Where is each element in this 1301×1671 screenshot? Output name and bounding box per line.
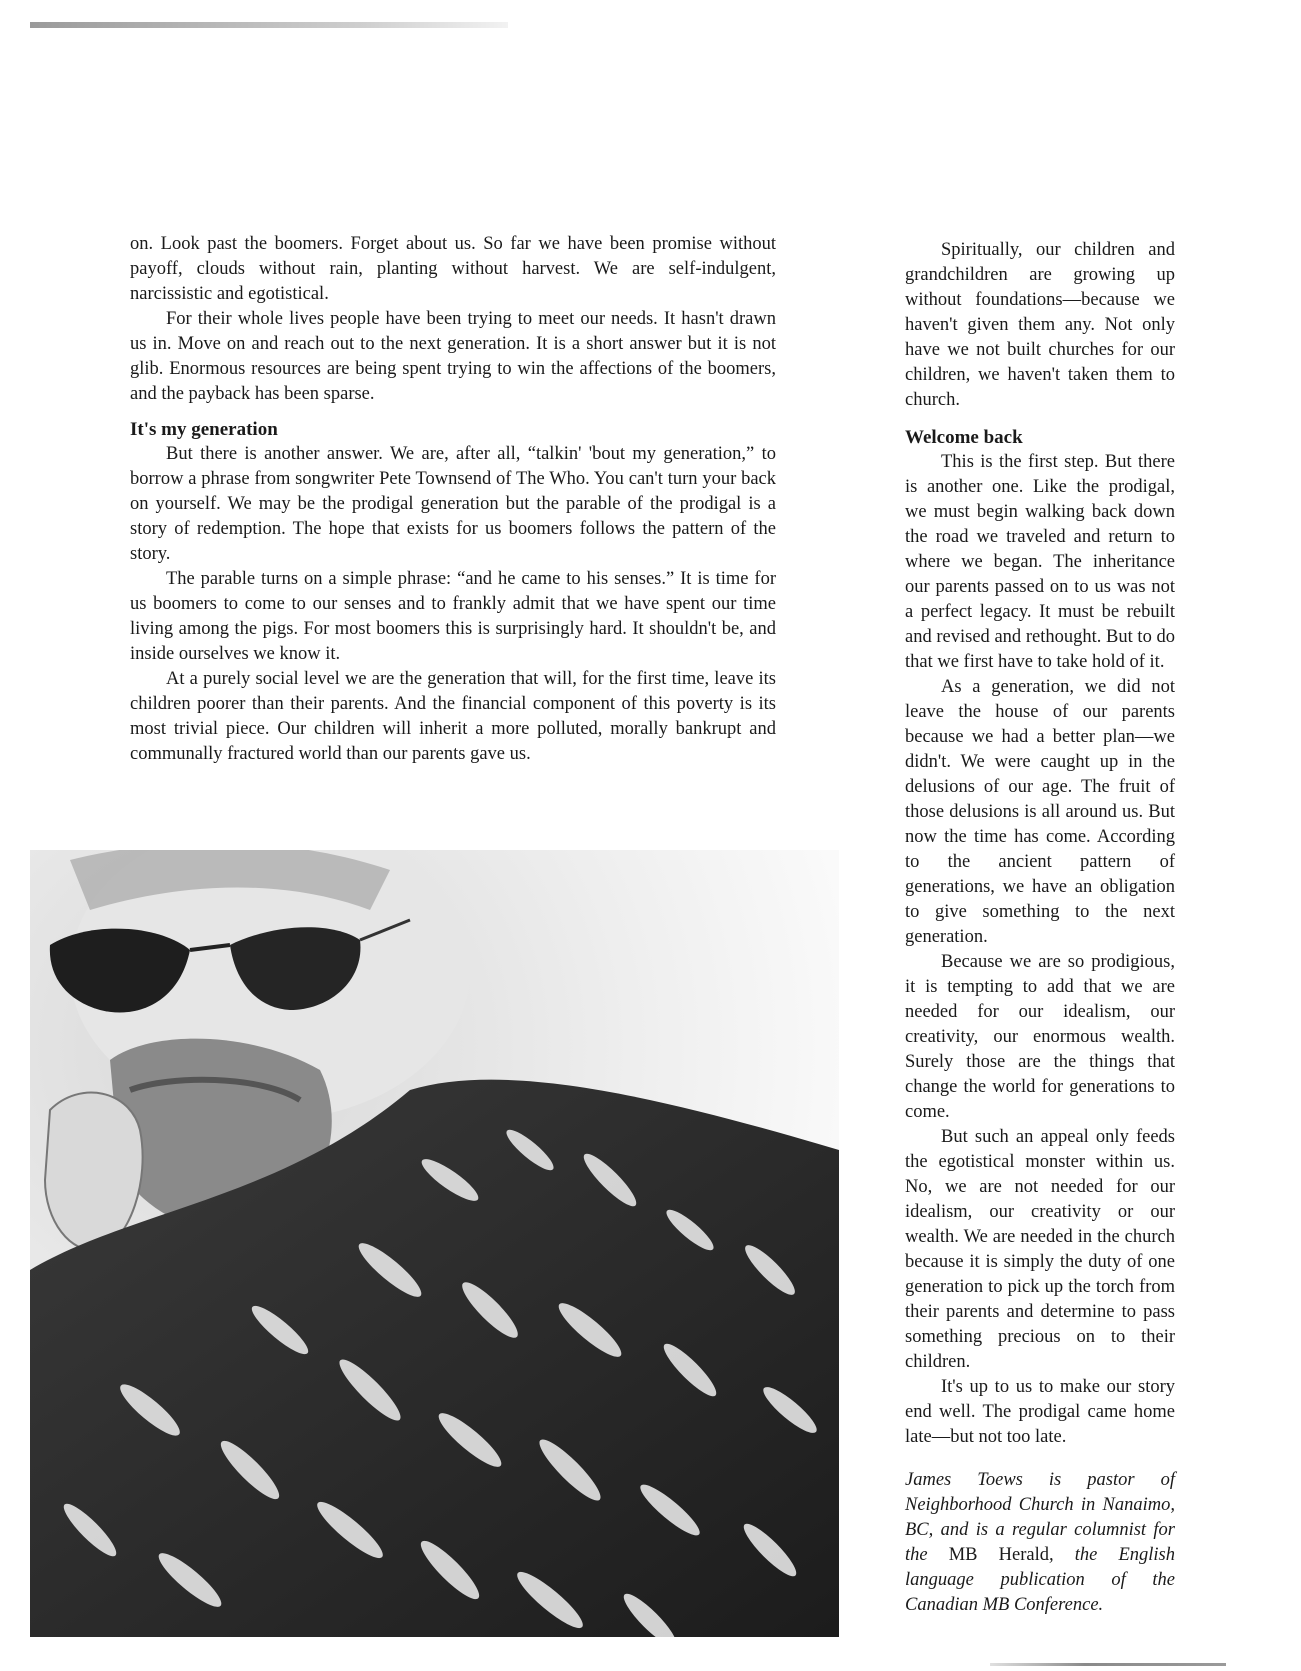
article-column-right bbox=[905, 238, 1175, 1618]
paragraph: As a generation, we did not leave the house of our parents because we had a better plan—we didn't. We were caught up in the delusions of our age. The fruit of those delusions is all around us. But now the time has come. According to the ancient pattern of generations, we have an obligation to give something to the next generation. bbox=[905, 677, 1175, 947]
paragraph: This is the first step. But there is another one. Like the prodigal, we must begin walking back down the road we traveled and return to where we began. The inheritance our parents passed on to us was not a perfect legacy. It must be rebuilt and revised and rethought. But to do that we first have to take hold of it. bbox=[905, 452, 1175, 672]
paragraph: Because we are so prodigious, it is tempting to add that we are needed for our idealism, our creativity, our enormous wealth. Surely those are the things that change the world for generations to come. bbox=[905, 952, 1175, 1122]
scan-edge-top bbox=[30, 22, 508, 28]
paragraph: Spiritually, our children and grandchildren are growing up without foundations—because we haven't given them any. Not only have we not built churches for our children, we haven't taken them to church. bbox=[905, 240, 1175, 410]
paragraph: But there is another answer. We are, after all, “talkin' 'bout my generation,” to borrow a phrase from songwriter Pete Townsend of The Who. You can't turn your back on yourself. We may be the prodigal generation but the parable of the prodigal is a story of redemption. The hope that exists for us boomers follows the pattern of the story. bbox=[130, 444, 776, 564]
article-column-left bbox=[130, 232, 776, 767]
section-heading: It's my generation bbox=[130, 419, 278, 440]
section-heading: Welcome back bbox=[905, 427, 1023, 448]
author-photo bbox=[30, 850, 839, 1637]
byline-text: James Toews is pastor of Neighborhood Church in Nanaimo, BC, and is a regular columnist for the bbox=[905, 1470, 1175, 1565]
paragraph: It's up to us to make our story end well. The prodigal came home late—but not too late. bbox=[905, 1377, 1175, 1447]
paragraph: But such an appeal only feeds the egotistical monster within us. No, we are not needed for our idealism, our creativity or our wealth. We are needed in the church because it is simply the duty of one generation to pick up the torch from their parents and determine to pass something precious on to their children. bbox=[905, 1127, 1175, 1372]
paragraph: For their whole lives people have been trying to meet our needs. It hasn't drawn us in. Move on and reach out to the next generation. It is a short answer but it is not glib. Enormous resources are being spent trying to win the affections of the boomers, and the payback has been sparse. bbox=[130, 309, 776, 404]
author-byline bbox=[905, 1468, 1175, 1618]
byline-text: , the English language publication of the Canadian MB Conference. bbox=[905, 1545, 1175, 1615]
paragraph: At a purely social level we are the generation that will, for the first time, leave its children poorer than their parents. And the financial component of this poverty is its most trivial piece. Our children will inherit a more polluted, morally bankrupt and communally fractured world than our parents gave us. bbox=[130, 669, 776, 764]
paragraph: on. Look past the boomers. Forget about us. So far we have been promise without payoff, clouds without rain, planting without harvest. We are self-indulgent, narcissistic and egotistical. bbox=[130, 234, 776, 304]
bearded-man-photo-illustration bbox=[30, 850, 839, 1637]
scan-edge-bottom bbox=[990, 1663, 1226, 1666]
paragraph: The parable turns on a simple phrase: “and he came to his senses.” It is time for us boomers to come to our senses and to frankly admit that we have spent our time living among the pigs. For most boomers this is surprisingly hard. It shouldn't be, and inside ourselves we know it. bbox=[130, 569, 776, 664]
publication-name: MB Herald bbox=[948, 1545, 1049, 1565]
